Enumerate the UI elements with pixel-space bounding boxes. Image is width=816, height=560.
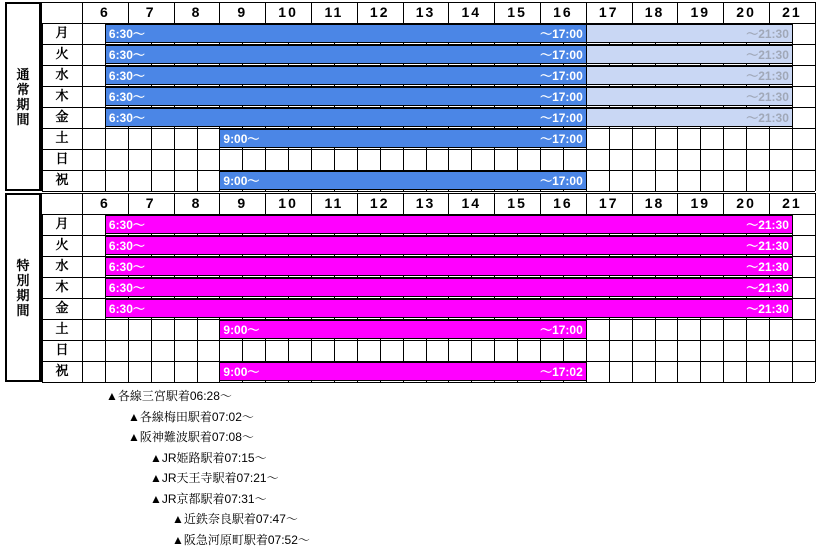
grid-col-line — [311, 193, 312, 214]
hour-label: 18 — [644, 195, 665, 211]
hour-label: 9 — [237, 4, 248, 20]
grid-col-line — [82, 2, 83, 23]
grid-row-line — [42, 191, 815, 192]
hour-label: 10 — [278, 195, 298, 211]
bar-start-time: 6:30〜 — [108, 90, 145, 104]
grid-col-line — [448, 2, 449, 23]
bar-end-time: 〜17:00 — [540, 90, 583, 104]
grid-col-line — [494, 193, 495, 214]
hour-label: 8 — [191, 195, 202, 211]
grid-col-line — [357, 193, 358, 214]
section-label-box — [5, 2, 42, 191]
bar-end-time: 〜21:30 — [746, 260, 789, 274]
arrival-note: ▲阪急河原町駅着07:52〜 — [172, 532, 310, 547]
bar-end-time: 〜21:30 — [746, 90, 789, 104]
time-bar — [105, 215, 793, 234]
grid-col-line — [540, 2, 541, 23]
hour-label: 7 — [145, 195, 156, 211]
grid-col-line — [677, 2, 678, 23]
time-bar — [219, 171, 586, 190]
grid-col-line — [494, 2, 495, 23]
grid-col-line — [586, 193, 587, 214]
grid-col-line — [632, 193, 633, 214]
bar-start-time: 9:00〜 — [223, 132, 260, 146]
hour-label: 18 — [644, 4, 665, 20]
hour-label: 6 — [100, 4, 110, 20]
grid-col-line — [128, 193, 129, 214]
day-label: 火 — [55, 46, 69, 61]
grid-row-line — [42, 193, 815, 194]
hour-label: 17 — [598, 4, 619, 20]
grid-col-line — [769, 193, 770, 214]
day-label: 金 — [55, 109, 69, 124]
time-bar — [105, 236, 793, 255]
arrival-notes — [0, 386, 789, 560]
grid-col-line — [403, 193, 404, 214]
bar-start-time: 9:00〜 — [223, 323, 260, 337]
day-label: 日 — [55, 151, 69, 166]
hour-label: 14 — [461, 195, 482, 211]
grid-col-line — [357, 2, 358, 23]
day-label: 水 — [55, 258, 69, 273]
grid-col-line — [448, 193, 449, 214]
bar-end-time: 〜17:00 — [540, 132, 583, 146]
hour-label: 21 — [782, 4, 802, 20]
bar-end-time: 〜21:30 — [746, 239, 789, 253]
hour-label: 11 — [324, 195, 344, 211]
hour-label: 6 — [100, 195, 110, 211]
hour-label: 14 — [461, 4, 482, 20]
bar-end-time: 〜17:00 — [540, 174, 583, 188]
bar-start-time: 9:00〜 — [223, 174, 260, 188]
bar-end-time: 〜17:00 — [540, 27, 583, 41]
hour-label: 19 — [690, 4, 711, 20]
bar-end-time: 〜17:00 — [540, 69, 583, 83]
arrival-note: ▲JR天王寺駅着07:21〜 — [150, 471, 279, 485]
grid-col-line — [265, 2, 266, 23]
grid-col-line — [82, 193, 83, 214]
time-bar — [105, 24, 587, 43]
day-label: 月 — [55, 216, 69, 231]
bar-start-time: 6:30〜 — [108, 281, 145, 295]
grid-col-line — [265, 193, 266, 214]
grid-row-line — [42, 340, 815, 341]
day-label: 金 — [55, 300, 69, 315]
time-bar — [586, 45, 793, 64]
hour-label: 19 — [690, 195, 711, 211]
grid-col-line — [586, 2, 587, 23]
time-bar — [105, 299, 793, 318]
grid-col-line — [403, 2, 404, 23]
hour-label: 11 — [324, 4, 344, 20]
day-label: 月 — [55, 25, 69, 40]
bar-start-time: 6:30〜 — [108, 69, 145, 83]
grid-col-line — [677, 193, 678, 214]
hour-label: 16 — [553, 4, 573, 20]
arrival-note: ▲近鉄奈良駅着07:47〜 — [172, 512, 298, 526]
bar-start-time: 6:30〜 — [108, 302, 145, 316]
arrival-note: ▲JR姫路駅着07:15〜 — [150, 450, 267, 465]
grid-col-line — [42, 214, 43, 382]
grid-col-line — [219, 193, 220, 214]
grid-col-line — [540, 193, 541, 214]
bar-end-time: 〜21:30 — [746, 111, 789, 125]
arrival-note: ▲阪神難波駅着07:08〜 — [128, 430, 254, 444]
time-bar — [586, 24, 793, 43]
time-bar — [105, 278, 793, 297]
grid-col-line — [82, 23, 83, 191]
arrival-note: ▲各線三宮駅着06:28〜 — [106, 389, 232, 403]
hour-label: 7 — [145, 4, 156, 20]
bar-end-time: 〜21:30 — [746, 69, 789, 83]
grid-row-line — [42, 382, 815, 383]
grid-col-line — [769, 2, 770, 23]
grid-col-line — [42, 23, 43, 191]
grid-col-line — [128, 2, 129, 23]
section-label-box — [5, 193, 42, 382]
hour-label: 13 — [415, 195, 436, 211]
day-label: 土 — [55, 130, 69, 145]
grid-col-line — [723, 193, 724, 214]
bar-end-time: 〜21:30 — [746, 27, 789, 41]
time-bar — [586, 66, 793, 85]
time-bar — [219, 320, 586, 339]
day-label: 祝 — [55, 363, 69, 378]
time-bar — [219, 362, 586, 381]
hour-label: 9 — [237, 195, 248, 211]
hour-label: 21 — [782, 195, 802, 211]
time-bar — [586, 108, 793, 127]
time-bar — [586, 87, 793, 106]
grid-col-line — [723, 2, 724, 23]
bar-end-time: 〜21:30 — [746, 48, 789, 62]
grid-row-line — [42, 2, 815, 3]
hour-label: 20 — [736, 4, 756, 20]
grid-col-line — [174, 193, 175, 214]
time-bar — [105, 108, 587, 127]
grid-col-line — [219, 2, 220, 23]
hour-label: 8 — [191, 4, 202, 20]
arrival-note: ▲JR京都駅着07:31〜 — [150, 491, 267, 506]
hour-label: 10 — [278, 4, 298, 20]
day-label: 木 — [55, 88, 69, 103]
time-bar — [105, 45, 587, 64]
hour-label: 13 — [415, 4, 436, 20]
bar-end-time: 〜17:00 — [540, 111, 583, 125]
time-bar — [105, 66, 587, 85]
time-bar — [219, 129, 586, 148]
time-bar — [105, 257, 793, 276]
day-label: 日 — [55, 342, 69, 357]
bar-start-time: 6:30〜 — [108, 27, 145, 41]
hour-label: 12 — [369, 4, 390, 20]
bar-start-time: 9:00〜 — [223, 365, 260, 379]
bar-end-time: 〜21:30 — [746, 281, 789, 295]
day-label: 土 — [55, 321, 69, 336]
bar-start-time: 6:30〜 — [108, 218, 145, 232]
bar-start-time: 6:30〜 — [108, 260, 145, 274]
bar-end-time: 〜17:00 — [540, 323, 583, 337]
day-label: 祝 — [55, 172, 69, 187]
hour-label: 16 — [553, 195, 573, 211]
grid-col-line — [174, 2, 175, 23]
time-bar — [105, 87, 587, 106]
bar-end-time: 〜17:02 — [540, 365, 583, 379]
hour-label: 15 — [507, 4, 527, 20]
day-label: 木 — [55, 279, 69, 294]
hour-label: 20 — [736, 195, 756, 211]
day-label: 水 — [55, 67, 69, 82]
bar-end-time: 〜21:30 — [746, 218, 789, 232]
bar-end-time: 〜17:00 — [540, 48, 583, 62]
bar-start-time: 6:30〜 — [108, 111, 145, 125]
hour-label: 15 — [507, 195, 527, 211]
section-label: 通 常 期 間 — [16, 66, 30, 127]
arrival-note: ▲各線梅田駅着07:02〜 — [128, 409, 254, 424]
bar-end-time: 〜21:30 — [746, 302, 789, 316]
grid-col-line — [632, 2, 633, 23]
bar-start-time: 6:30〜 — [108, 48, 145, 62]
section-label: 特 別 期 間 — [16, 257, 30, 318]
day-label: 火 — [55, 237, 69, 252]
bar-start-time: 6:30〜 — [108, 239, 145, 253]
grid-col-line — [82, 214, 83, 382]
hour-label: 12 — [369, 195, 390, 211]
grid-row-line — [42, 149, 815, 150]
grid-col-line — [311, 2, 312, 23]
hour-label: 17 — [598, 195, 619, 211]
